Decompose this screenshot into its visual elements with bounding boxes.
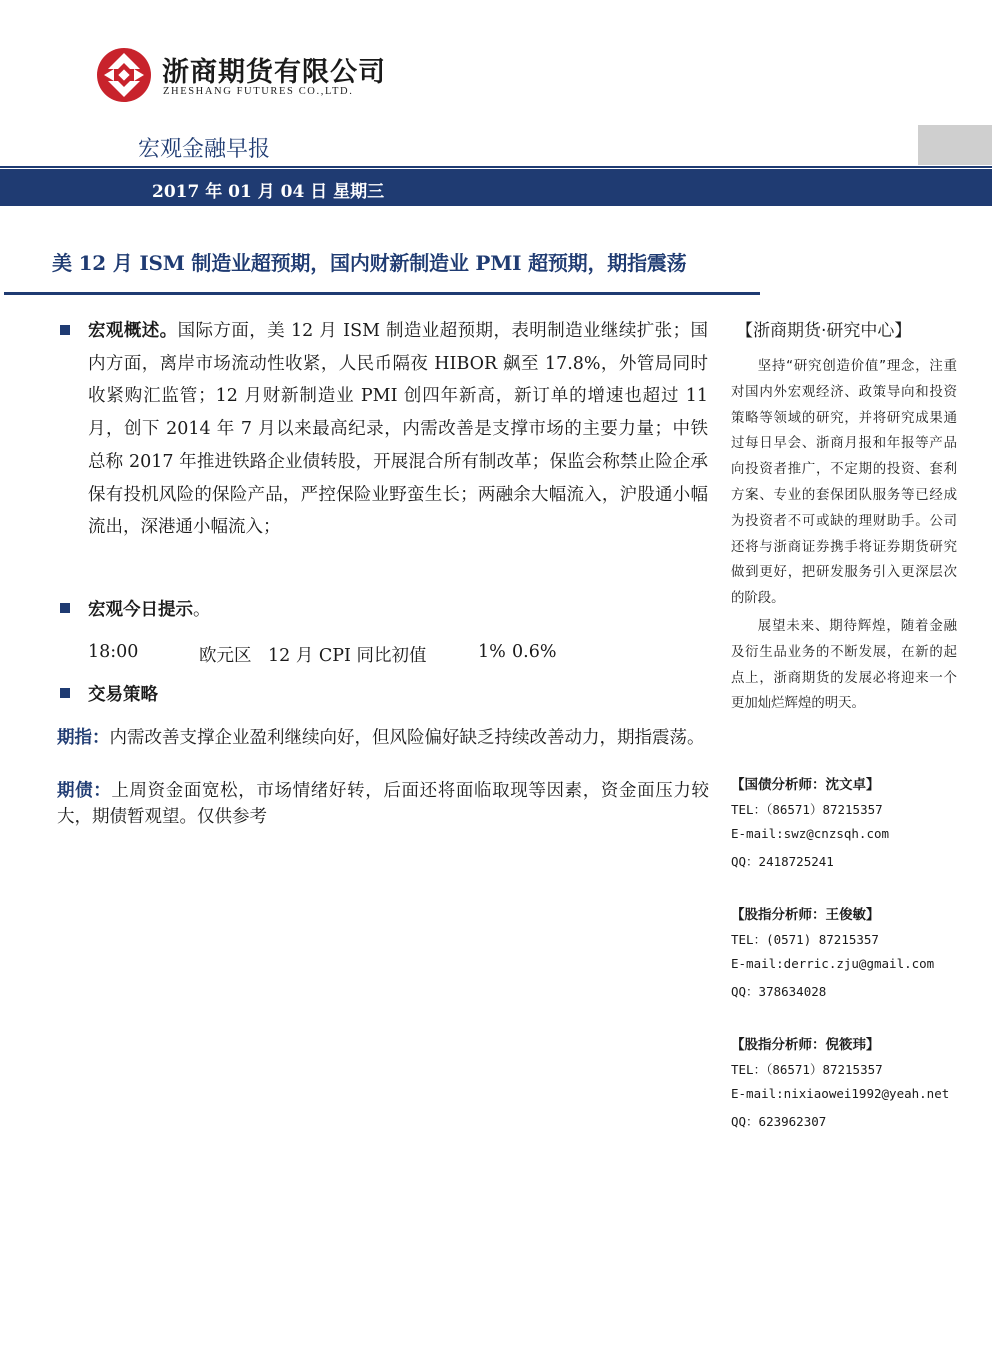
sidebar-intro: 坚持“研究创造价值”理念，注重对国内外宏观经济、政策导向和投资策略等领域的研究，并将研究成果通过每日早会、浙商月报和年报等产品向投资者推广，不定期的投资、套利方案、专业的套保团队服务等已经成为投资者不可或缺的理财助手。公司还将与浙商证券携手将证券期货研究做到更好，把研发服务引入更深层次的阶段。 [731, 359, 957, 607]
analyst-3-email[interactable]: E-mail:nixiaowei1992@yeah.net [731, 1086, 950, 1101]
analyst-1-email[interactable]: E-mail:swz@cnzsqh.com [731, 826, 890, 841]
today-label-suffix: 。 [193, 600, 211, 620]
date-bar [0, 169, 992, 206]
report-name: 宏观金融早报 [138, 137, 271, 162]
overview-label: 宏观概述。 [88, 321, 178, 341]
bullet-square-icon [60, 603, 70, 613]
company-logo-icon [96, 47, 152, 103]
event-indicator: 12 月 CPI 同比初值 [268, 646, 427, 666]
event-time: 18:00 [88, 642, 139, 662]
bullet-square-icon [60, 688, 70, 698]
strategy-key: 期债： [57, 781, 112, 801]
sidebar-title: 【浙商期货·研究中心】 [736, 321, 912, 341]
today-heading [88, 596, 211, 621]
sidebar-outlook: 展望未来、期待辉煌，随着金融及衍生品业务的不断发展，在新的起点上，浙商期货的发展必将迎来一个更加灿烂辉煌的明天。 [731, 619, 957, 712]
analyst-3-title: 【股指分析师：倪筱玮】 [731, 1037, 880, 1053]
analyst-3-qq: QQ：623962307 [731, 1114, 827, 1129]
event-previous: 1% [478, 642, 506, 662]
analyst-1-qq: QQ：2418725241 [731, 854, 834, 869]
company-name-cn: 浙商期货有限公司 [162, 57, 386, 88]
analyst-1-title: 【国债分析师：沈文卓】 [731, 777, 880, 793]
headline-rule [4, 292, 760, 295]
strategy-label: 交易策略 [88, 685, 158, 705]
analyst-2-title: 【股指分析师：王俊敏】 [731, 907, 880, 923]
bullet-square-icon [60, 325, 70, 335]
strategy-text: 内需改善支撑企业盈利继续向好，但风险偏好缺乏持续改善动力，期指震荡。 [109, 728, 705, 748]
company-name-en: ZHESHANG FUTURES CO.,LTD. [163, 86, 354, 97]
macro-overview [88, 315, 708, 544]
report-date: 2017 年 01 月 04 日 星期三 [152, 182, 385, 202]
strategy-bond-futures [57, 778, 709, 830]
analyst-2-qq: QQ：378634028 [731, 984, 827, 999]
strategy-text: 上周资金面宽松，市场情绪好转，后面还将面临取现等因素，资金面压力较大，期债暂观望。仅供参考 [57, 781, 710, 827]
analyst-1-tel: TEL：（86571）87215357 [731, 802, 883, 817]
analyst-2-tel: TEL：(0571) 87215357 [731, 932, 879, 947]
header-grey-block [918, 125, 992, 165]
analyst-3-tel: TEL：（86571）87215357 [731, 1062, 883, 1077]
headline: 美 12 月 ISM 制造业超预期，国内财新制造业 PMI 超预期，期指震荡 [52, 251, 687, 275]
event-forecast: 0.6% [512, 642, 557, 662]
header-rule [0, 166, 992, 168]
overview-text: 国际方面，美 12 月 ISM 制造业超预期，表明制造业继续扩张；国内方面，离岸市场流动性收紧，人民币隔夜 HIBOR 飙至 17.8%，外管局同时收紧购汇监管；12 月财新制造业 PMI 创四年新高，新订单的增速也超过 11 月，创下 2014 年 7 月以来最高纪录，内需改善是支撑市场的主要力量；中铁总称 2017 年推进铁路企业债转股，开展混合所有制改革；保监会称禁止险企承保有投机风险的保险产品，严控保险业野蛮生长；两融余大幅流入，沪股通小幅流出，深港通小幅流入； [88, 321, 709, 538]
today-label: 宏观今日提示 [88, 600, 193, 620]
strategy-index-futures [57, 725, 709, 751]
analyst-2-email[interactable]: E-mail:derric.zju@gmail.com [731, 956, 935, 971]
event-region: 欧元区 [199, 646, 252, 666]
strategy-key: 期指： [57, 728, 110, 748]
